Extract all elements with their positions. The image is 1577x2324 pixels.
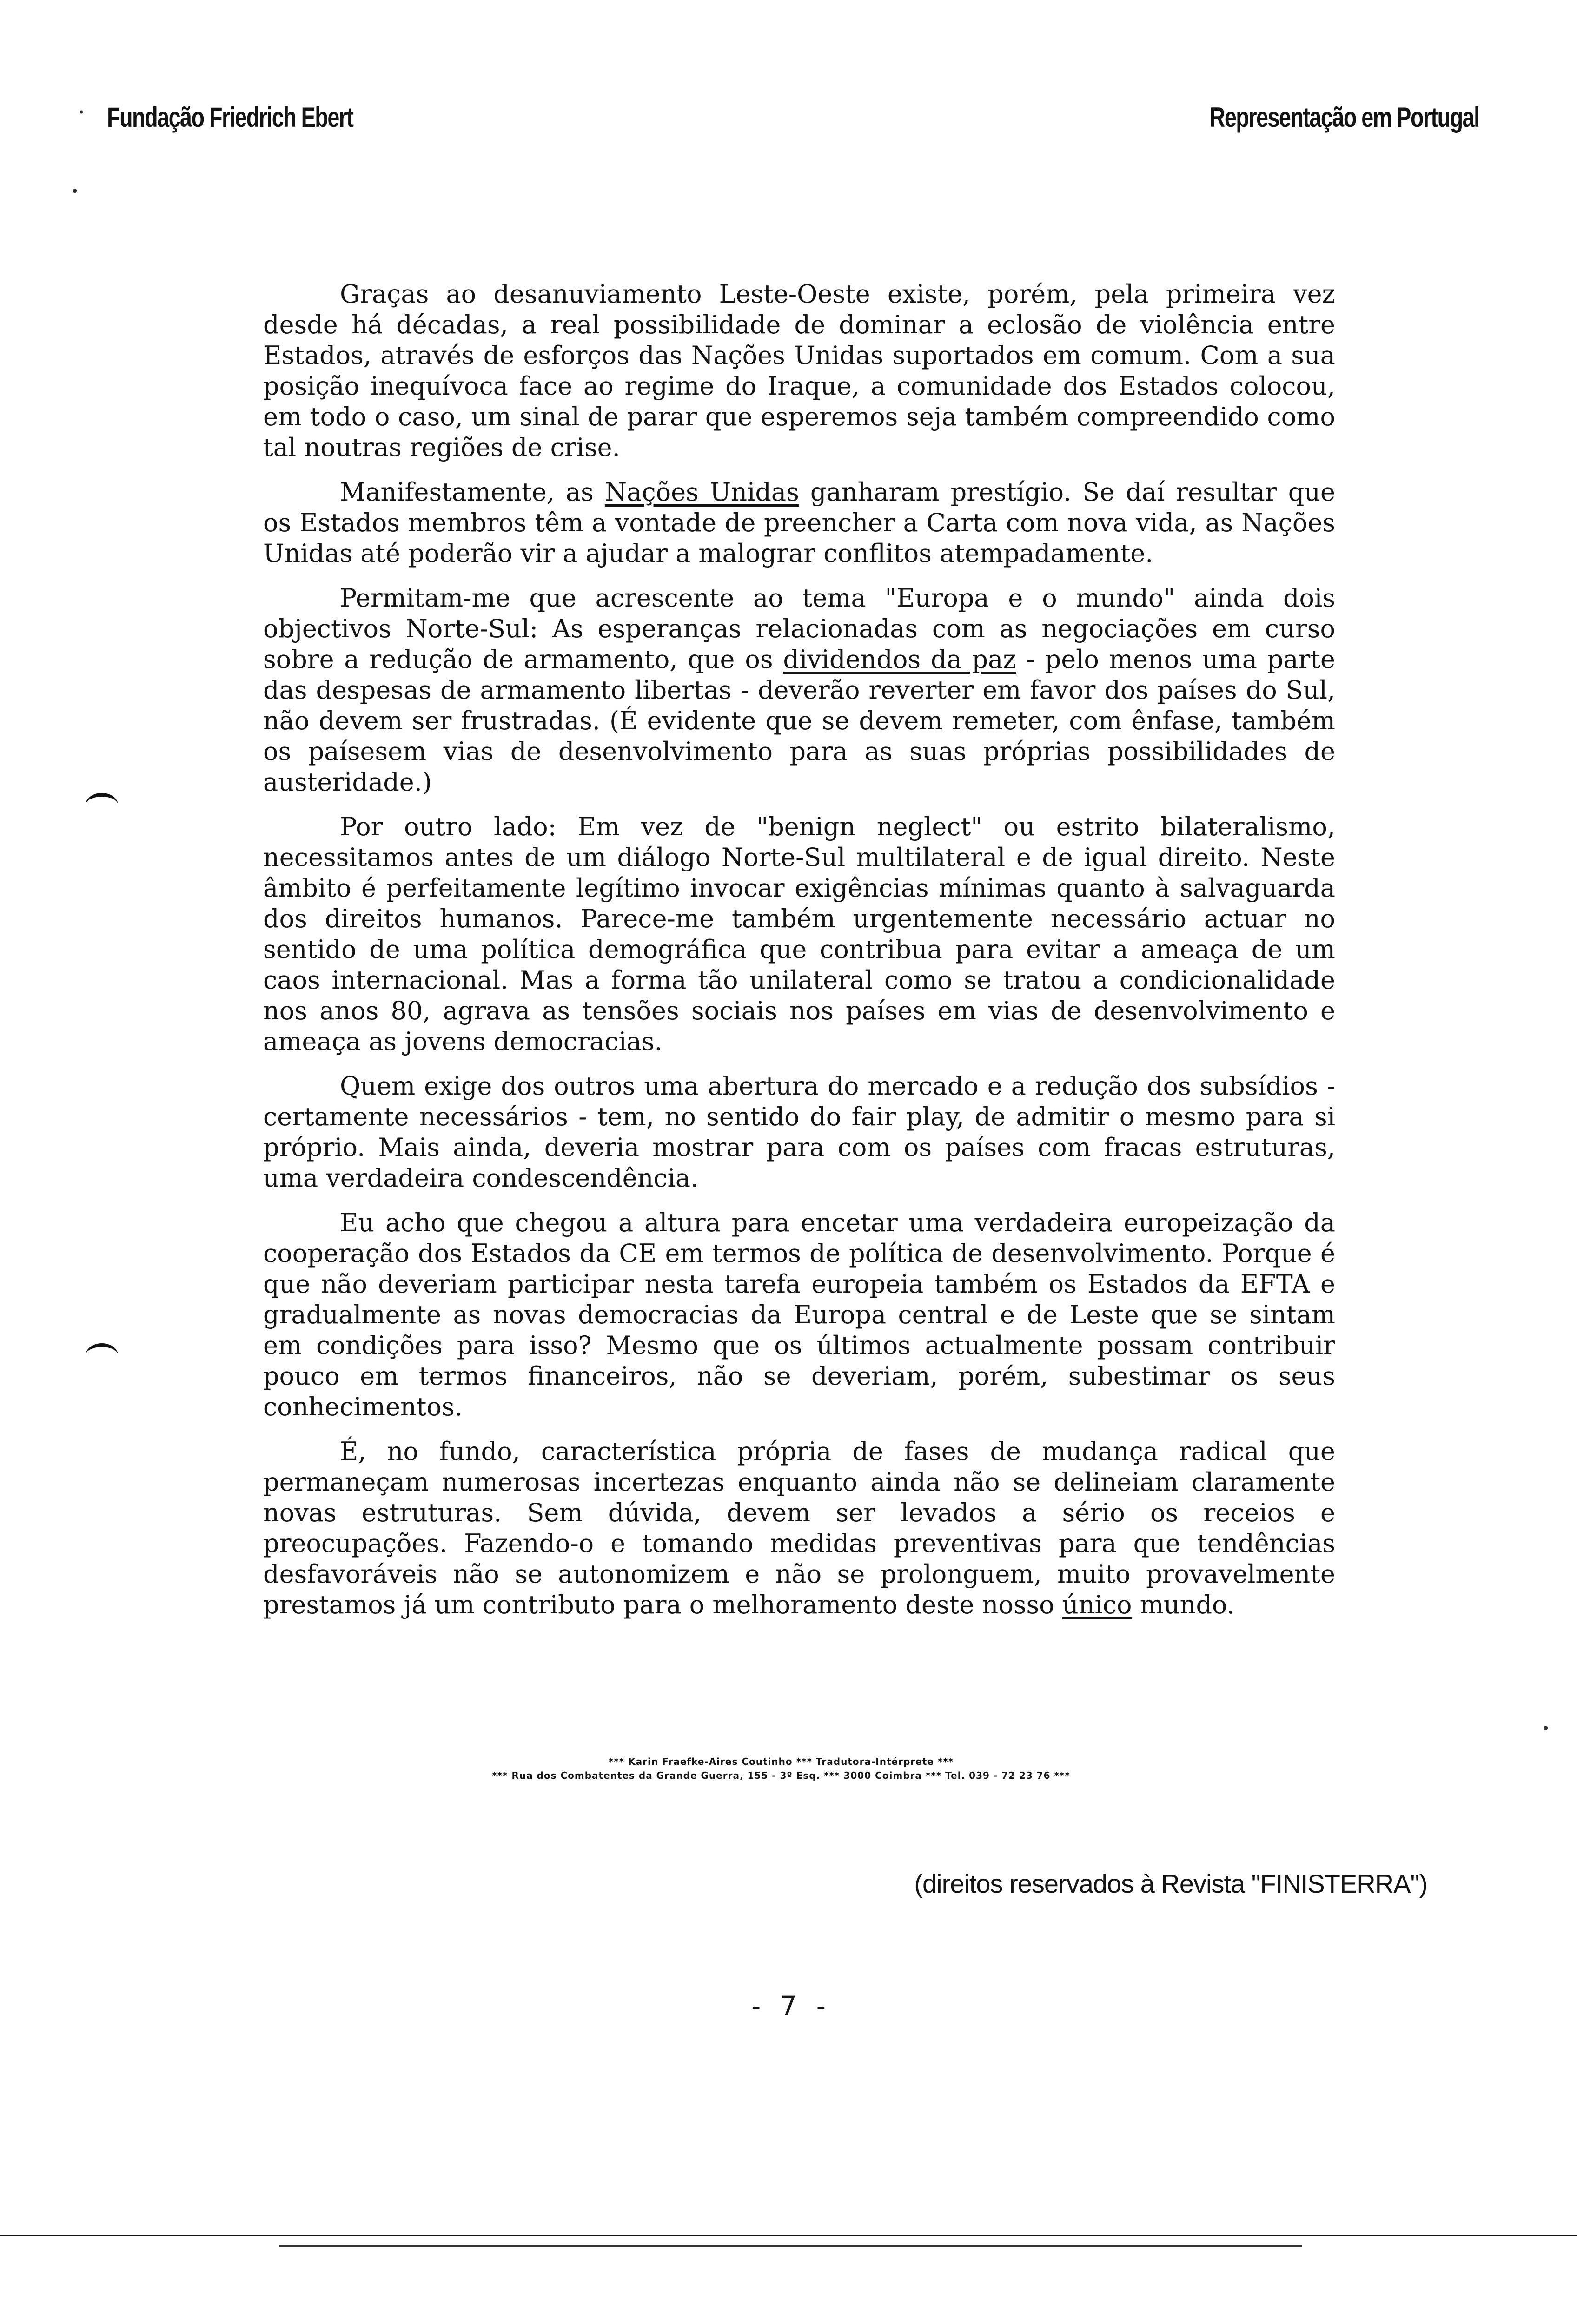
paragraph-text: - pelo menos uma parte das despesas de armamento libertas - deverão reverter em favor dos países do Sul, não devem ser frustradas. (É evidente que se devem remeter, com ênfase, também os paísesem vias de desenvolvimento para as suas próprias possibilidades de austeridade.) [263,645,1335,797]
paragraph-text: Permitam-me que acrescente ao tema "Europa e o mundo" ainda dois objectivos Norte-Sul: As esperanças relacionadas com as negociações em curso sobre a redução de armamento, que os [263,583,1335,674]
scan-speck: • [71,184,79,200]
paragraph [263,279,1335,463]
paragraph-text: ganharam prestígio. Se daí resultar que os Estados membros têm a vontade de preencher a Carta com nova vida, as Nações Unidas até poderão vir a ajudar a malograr conflitos atempadamente. [263,477,1336,568]
paragraph [263,1071,1335,1194]
paragraph-text: Por outro lado: Em vez de "benign neglect" ou estrito bilateralismo, necessitamos antes de um diálogo Norte-Sul multilateral e de igual direito. Neste âmbito é perfeitamente legítimo invocar exigências mínimas quanto à salvaguarda dos direitos humanos. Parece-me também urgentemente necessário actuar no sentido de uma política demográfica que contribua para evitar a ameaça de um caos internacional. Mas a forma tão unilateral como se tratou a condicionalidade nos anos 80, agrava as tensões sociais nos países em vias de desenvolvimento e ameaça as jovens democracias. [263,812,1335,1056]
header-left: Fundação Friedrich Ebert [107,102,353,133]
underlined-term: único [1062,1590,1132,1619]
scan-speck: • [78,106,85,119]
footnote-line-1: *** Karin Fraefke-Aires Coutinho *** Tradutora-Intérprete *** [608,1756,954,1767]
hole-punch-mark [86,1343,118,1367]
scan-speck: • [1542,1721,1550,1737]
paragraph-text: Quem exige dos outros uma abertura do mercado e a redução dos subsídios - certamente necessários - tem, no sentido do fair play, de admitir o mesmo para si próprio. Mais ainda, deveria mostrar para com os países com fracas estruturas, uma verdadeira condescendência. [263,1071,1335,1193]
footnote-line-2: *** Rua dos Combatentes da Grande Guerra, 155 - 3º Esq. *** 3000 Coimbra *** Tel. 039 - 72 23 76 *** [492,1770,1070,1781]
translator-footnote [219,1755,1344,1783]
underlined-term: dividendos da paz [783,645,1016,674]
scan-edge-line [0,2235,1577,2236]
paragraph-text: Eu acho que chegou a altura para encetar uma verdadeira europeização da cooperação dos Estados da CE em termos de política de desenvolvimento. Porque é que não deveriam participar nesta tarefa europeia também os Estados da EFTA e gradualmente as novas democracias da Europa central e de Leste que se sintam em condições para isso? Mesmo que os últimos actualmente possam contribuir pouco em termos financeiros, não se deveriam, porém, subestimar os seus conhecimentos. [263,1208,1335,1421]
paragraph [263,477,1335,569]
paragraph-text: Manifestamente, as [340,477,605,507]
paragraph-text: mundo. [1132,1590,1235,1619]
page-number: - 7 - [748,1990,829,2022]
header-right: Representação em Portugal [1209,102,1479,133]
paragraph-text: É, no fundo, característica própria de fases de mudança radical que permaneçam numerosas incertezas enquanto ainda não se delineiam claramente novas estruturas. Sem dúvida, devem ser levados a sério os receios e preocupações. Fazendo-o e tomando medidas preventivas para que tendências desfavoráveis não se autonomizem e não se prolonguem, muito provavelmente prestamos já um contributo para o melhoramento deste nosso [263,1437,1335,1619]
paragraph [263,1436,1335,1620]
hole-punch-mark [86,793,118,817]
paragraph [263,1208,1335,1422]
document-body [263,279,1335,1634]
underlined-term: Nações Unidas [604,477,799,507]
scan-edge-line [279,2245,1302,2247]
paragraph [263,583,1335,798]
rights-notice: (direitos reservados à Revista "FINISTERRA") [914,1869,1427,1898]
paragraph-text: Graças ao desanuviamento Leste-Oeste existe, porém, pela primeira vez desde há décadas, a real possibilidade de dominar a eclosão de violência entre Estados, através de esforços das Nações Unidas suportados em comum. Com a sua posição inequívoca face ao regime do Iraque, a comunidade dos Estados colocou, em todo o caso, um sinal de parar que esperemos seja também compreendido como tal noutras regiões de crise. [263,279,1335,462]
paragraph [263,812,1335,1057]
